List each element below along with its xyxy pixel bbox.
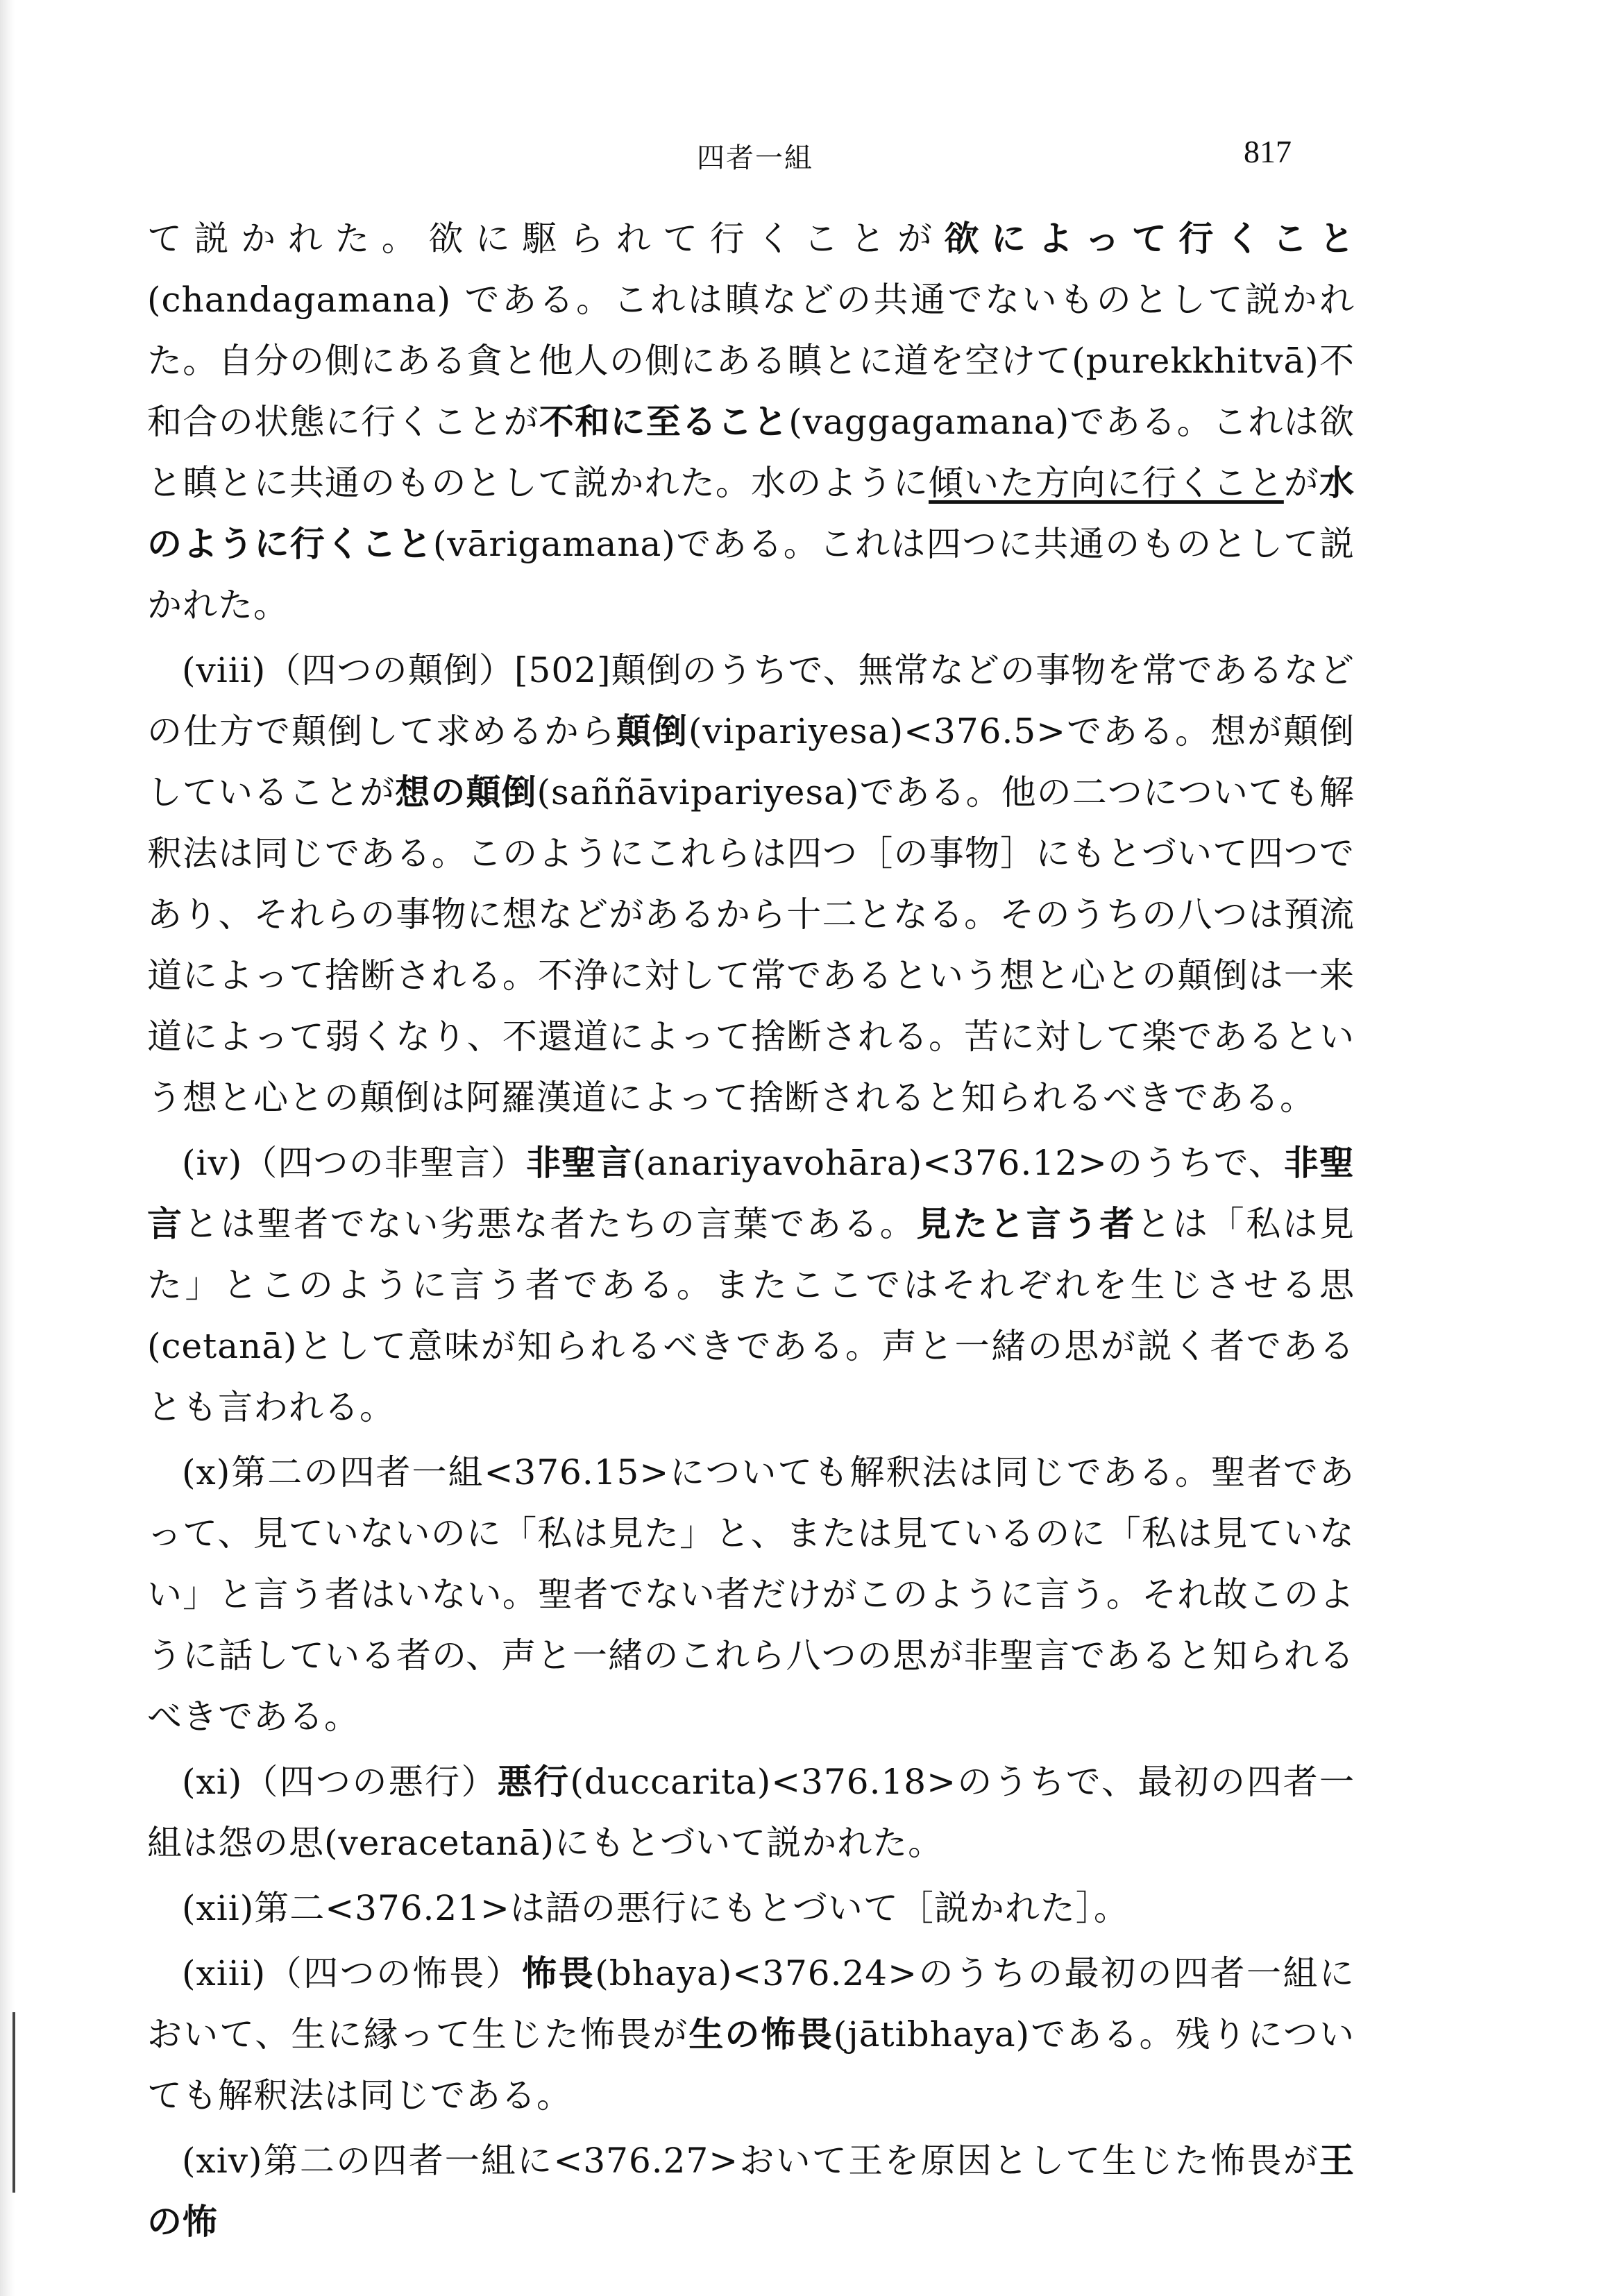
page-body xyxy=(147,208,1355,2256)
paragraph-text: (vaggagamana)である。これは欲と瞋とに共通のものとして説かれた。水のように xyxy=(147,402,1355,503)
bold-term: 不和に至ること xyxy=(539,402,789,442)
bold-term: 顛倒 xyxy=(616,711,688,751)
body-paragraph xyxy=(147,1878,1355,1939)
body-paragraph xyxy=(147,1943,1355,2126)
paragraph-text: (iv)（四つの非聖言） xyxy=(182,1143,527,1183)
paragraph-text: とは聖者でない劣悪な者たちの言葉である。 xyxy=(183,1204,917,1244)
bold-term: 非聖言 xyxy=(526,1143,633,1183)
bold-term: 見たと言う者 xyxy=(916,1204,1137,1244)
bold-term: 王の怖 xyxy=(147,2141,1355,2242)
paragraph-text: (xii)第二<376.21>は語の悪行にもとづいて［説かれた］。 xyxy=(182,1888,1129,1928)
body-paragraph xyxy=(147,1442,1355,1747)
paragraph-text: (saññāvipariyesa)である。他の二つについても解釈法は同じである。このようにこれらは四つ［の事物］にもとづいて四つであり、それらの事物に想などがあるから十二となる。そのうちの八つは預流道によって捨断される。不浄に対して常であるという想と心との顛倒は一来道によって弱くなり、不還道によって捨断される。苦に対して楽であるという想と心との顛倒は阿羅漢道によって捨断されると知られるべきである。 xyxy=(147,772,1355,1118)
body-paragraph xyxy=(147,208,1355,636)
bold-term: 欲によって行くこと xyxy=(944,219,1355,259)
paragraph-text: (duccarita)<376.18>のうちで、最初の四者一組は怨の思(veracetanā)にもとづいて説かれた。 xyxy=(147,1762,1355,1863)
paragraph-text: (chandagamana) である。これは瞋などの共通でないものとして説かれた。自分の側にある貪と他人の側にある瞋とに道を空けて(purekkhitvā)不和合の状態に行くことが xyxy=(147,280,1355,442)
body-paragraph xyxy=(147,640,1355,1128)
body-paragraph xyxy=(147,2130,1355,2252)
paragraph-text: (bhaya)<376.24>のうちの最初の四者一組において、生に縁って生じた怖畏が xyxy=(147,1953,1355,2055)
bold-term: 水のように行くこと xyxy=(147,463,1355,564)
paragraph-text: (viii)（四つの顛倒）[502]顛倒のうちで、無常などの事物を常であるなどの仕方で顛倒して求めるから xyxy=(147,650,1355,751)
scan-edge-shadow xyxy=(0,0,15,2296)
body-paragraph xyxy=(147,1132,1355,1438)
scan-edge-mark xyxy=(12,2012,15,2193)
paragraph-text: (jātibhaya)である。残りについても解釈法は同じである。 xyxy=(147,2014,1355,2116)
paragraph-text: (x)第二の四者一組<376.15>についても解釈法は同じである。聖者であって、見ていないのに「私は見た」と、または見ているのに「私は見ていない」と言う者はいない。聖者でない者だけがこのように言う。それ故このように話している者の、声と一緒のこれら八つの思が非聖言であると知られるべきである。 xyxy=(147,1452,1355,1737)
bold-term: 生の怖畏 xyxy=(688,2014,834,2055)
paragraph-text: が xyxy=(1283,463,1320,503)
paragraph-text: (xi)（四つの悪行） xyxy=(182,1762,498,1802)
page-number: 817 xyxy=(1244,134,1292,169)
paragraph-text: とは「私は見た」とこのように言う者である。またここではそれぞれを生じさせる思(cetanā)として意味が知られるべきである。声と一緒の思が説く者であるとも言われる。 xyxy=(147,1204,1355,1427)
paragraph-text: (vipariyesa)<376.5>である。想が顛倒していることが xyxy=(147,711,1355,813)
bold-term: 怖畏 xyxy=(522,1953,595,1993)
page-header xyxy=(0,136,1624,178)
paragraph-text: (xiii)（四つの怖畏） xyxy=(182,1953,523,1993)
bold-term: 想の顛倒 xyxy=(395,772,537,813)
paragraph-text: (xiv)第二の四者一組に<376.27>おいて王を原因として生じた怖畏が xyxy=(182,2141,1319,2181)
bold-term: 非聖言 xyxy=(147,1143,1355,1244)
underlined-text: 傾いた方向に行くこと xyxy=(929,463,1284,503)
paragraph-text: て説かれた。欲に駆られて行くことが xyxy=(147,219,945,259)
running-title: 四者一組 xyxy=(697,142,813,174)
body-paragraph xyxy=(147,1751,1355,1873)
bold-term: 悪行 xyxy=(497,1762,570,1802)
paragraph-text: (vārigamana)である。これは四つに共通のものとして説かれた。 xyxy=(147,524,1355,625)
paragraph-text: (anariyavohāra)<376.12>のうちで、 xyxy=(632,1143,1284,1183)
